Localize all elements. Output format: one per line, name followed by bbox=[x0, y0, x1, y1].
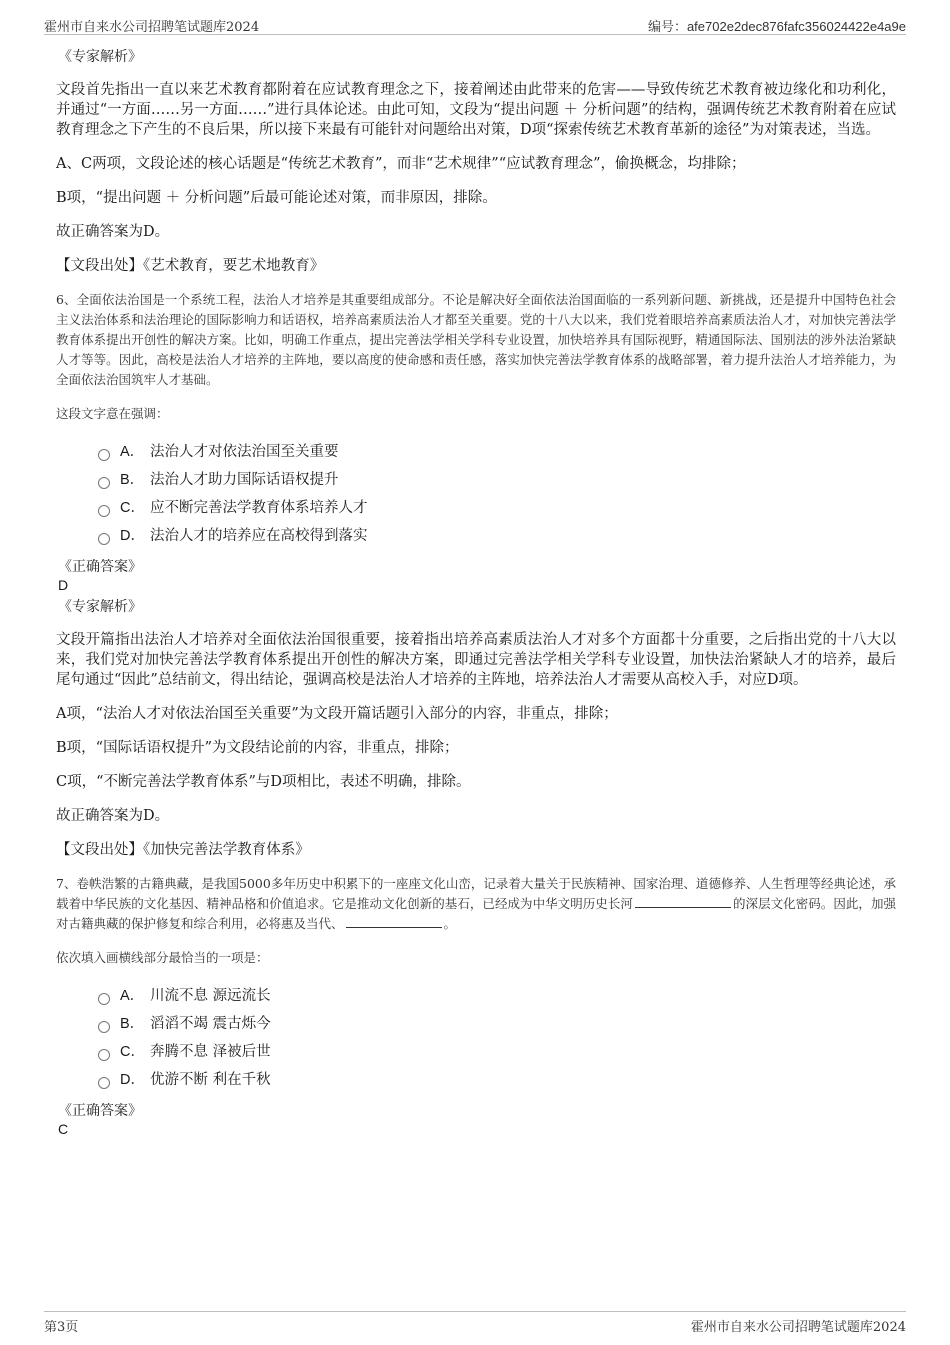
q6-note-c: C项，“不断完善法学教育体系”与D项相比，表述不明确，排除。 bbox=[56, 774, 471, 790]
page-content bbox=[56, 44, 896, 1138]
q7-option-a[interactable] bbox=[98, 980, 896, 1008]
q7-options bbox=[98, 980, 896, 1092]
q6-text: 6、全面依法治国是一个系统工程，法治人才培养是其重要组成部分。不论是解决好全面依法治国面临的一系列新问题、新挑战，还是提升中国特色社会主义法治体系和法治理论的国际影响力和话语权，培养高素质法治人才都至关重要。党的十八大以来，我们党着眼培养高素质法治人才，对加快完善法学教育体系提出开创性的解决方案。比如，明确工作重点，提出完善法学相关学科专业设置，加快培养具有国际视野，精通国际法、国别法的涉外法治紧缺人才等等。因此，高校是法治人才培养的主阵地，要以高度的使命感和责任感，落实加快完善法学教育体系的战略部署，着力提升法治人才培养能力，为全面依法治国筑牢人才基础。 bbox=[56, 292, 896, 387]
q6-answer: D bbox=[58, 577, 69, 593]
option-letter: A． bbox=[120, 443, 145, 460]
q7-blank-2 bbox=[346, 915, 442, 928]
radio-icon[interactable] bbox=[98, 477, 110, 489]
q7-blank-1 bbox=[635, 895, 731, 908]
q6-analysis: 文段开篇指出法治人才培养对全面依法治国很重要，接着指出培养高素质法治人才对多个方面都十分重要，之后指出党的十八大以来，我们党对加快完善法学教育体系提出开创性的解决方案，即通过完善法学相关学科专业设置，加快法治紧缺人才的培养，最后尾句通过“因此”总结前文，得出结论，强调高校是法治人才培养的主阵地，培养法治人才需要从高校入手，对应D项。 bbox=[56, 632, 896, 688]
q6-note-b: B项，“国际话语权提升”为文段结论前的内容，非重点，排除； bbox=[56, 740, 459, 756]
option-letter: B． bbox=[120, 471, 145, 488]
radio-icon[interactable] bbox=[98, 1021, 110, 1033]
q7-text bbox=[56, 874, 896, 934]
q6-option-c[interactable] bbox=[98, 492, 896, 520]
radio-icon[interactable] bbox=[98, 533, 110, 545]
option-letter: D． bbox=[120, 527, 145, 544]
option-text: 优游不断 利在千秋 bbox=[150, 1071, 271, 1088]
q7-option-d[interactable] bbox=[98, 1064, 896, 1092]
radio-icon[interactable] bbox=[98, 505, 110, 517]
q6-options bbox=[98, 436, 896, 548]
page-footer bbox=[44, 1311, 906, 1336]
q6-note-a: A项，“法治人才对依法治国至关重要”为文段开篇话题引入部分的内容，非重点，排除； bbox=[56, 706, 618, 722]
q6-option-a[interactable] bbox=[98, 436, 896, 464]
q5-note-ac: A、C两项，文段论述的核心话题是“传统艺术教育”，而非“艺术规律”“应试教育理念”，偷换概念，均排除； bbox=[56, 156, 746, 172]
page-header bbox=[44, 14, 906, 35]
q7-answer: C bbox=[58, 1121, 69, 1137]
footer-page-number: 第3页 bbox=[44, 1320, 79, 1335]
q7-text-part3: 。 bbox=[443, 916, 457, 931]
header-code: 编号：afe702e2dec876fafc356024422e4a9e bbox=[647, 19, 906, 34]
q5-source: 【文段出处】《艺术教育，要艺术地教育》 bbox=[56, 258, 325, 274]
q6-option-b[interactable] bbox=[98, 464, 896, 492]
option-letter: C． bbox=[120, 499, 145, 516]
q7-text-part2: 的深层文化密码。因此，加强对古籍典藏的保护修复和综合利用，必将惠及当代、 bbox=[56, 896, 896, 931]
option-text: 法治人才助力国际话语权提升 bbox=[150, 471, 339, 488]
radio-icon[interactable] bbox=[98, 1077, 110, 1089]
option-letter: D． bbox=[120, 1071, 145, 1088]
q6-source: 【文段出处】《加快完善法学教育体系》 bbox=[56, 842, 310, 858]
q6-answer-label: 《正确答案》 bbox=[58, 559, 142, 575]
option-text: 应不断完善法学教育体系培养人才 bbox=[150, 499, 368, 516]
radio-icon[interactable] bbox=[98, 993, 110, 1005]
q7-answer-label: 《正确答案》 bbox=[58, 1103, 142, 1119]
q5-expert-label: 《专家解析》 bbox=[58, 49, 142, 65]
q7-prompt: 依次填入画横线部分最恰当的一项是： bbox=[56, 950, 269, 965]
q5-note-b: B项，“提出问题 ＋ 分析问题”后最可能论述对策，而非原因，排除。 bbox=[56, 190, 497, 206]
option-text: 奔腾不息 泽被后世 bbox=[150, 1043, 271, 1060]
option-text: 法治人才对依法治国至关重要 bbox=[150, 443, 339, 460]
q7-option-c[interactable] bbox=[98, 1036, 896, 1064]
q6-expert-label: 《专家解析》 bbox=[58, 599, 142, 615]
option-letter: C． bbox=[120, 1043, 145, 1060]
q5-conclusion: 故正确答案为D。 bbox=[56, 224, 170, 240]
footer-title: 霍州市自来水公司招聘笔试题库2024 bbox=[690, 1320, 906, 1335]
q6-conclusion: 故正确答案为D。 bbox=[56, 808, 170, 824]
q6-prompt: 这段文字意在强调： bbox=[56, 406, 169, 421]
radio-icon[interactable] bbox=[98, 1049, 110, 1061]
option-text: 法治人才的培养应在高校得到落实 bbox=[150, 527, 368, 544]
header-title: 霍州市自来水公司招聘笔试题库2024 bbox=[44, 20, 260, 35]
q6-option-d[interactable] bbox=[98, 520, 896, 548]
option-letter: A． bbox=[120, 987, 145, 1004]
option-text: 川流不息 源远流长 bbox=[150, 987, 271, 1004]
radio-icon[interactable] bbox=[98, 449, 110, 461]
option-letter: B． bbox=[120, 1015, 145, 1032]
q5-analysis: 文段首先指出一直以来艺术教育都附着在应试教育理念之下，接着阐述由此带来的危害——导致传统艺术教育被边缘化和功利化，并通过“一方面……另一方面……”进行具体论述。由此可知，文段为“提出问题 ＋ 分析问题”的结构，强调传统艺术教育附着在应试教育理念之下产生的不良后果，所以接下来最有可能针对问题给出对策，D项“探索传统艺术教育革新的途径”为对策表述，当选。 bbox=[56, 82, 896, 138]
q7-text-part1: 7、卷帙浩繁的古籍典藏，是我国5000多年历史中积累下的一座座文化山峦，记录着大量关于民族精神、国家治理、道德修养、人生哲理等经典论述，承载着中华民族的文化基因、精神品格和价值追求。它是推动文化创新的基石，已经成为中华文明历史长河 bbox=[56, 876, 896, 911]
q7-option-b[interactable] bbox=[98, 1008, 896, 1036]
option-text: 滔滔不竭 震古烁今 bbox=[150, 1015, 271, 1032]
